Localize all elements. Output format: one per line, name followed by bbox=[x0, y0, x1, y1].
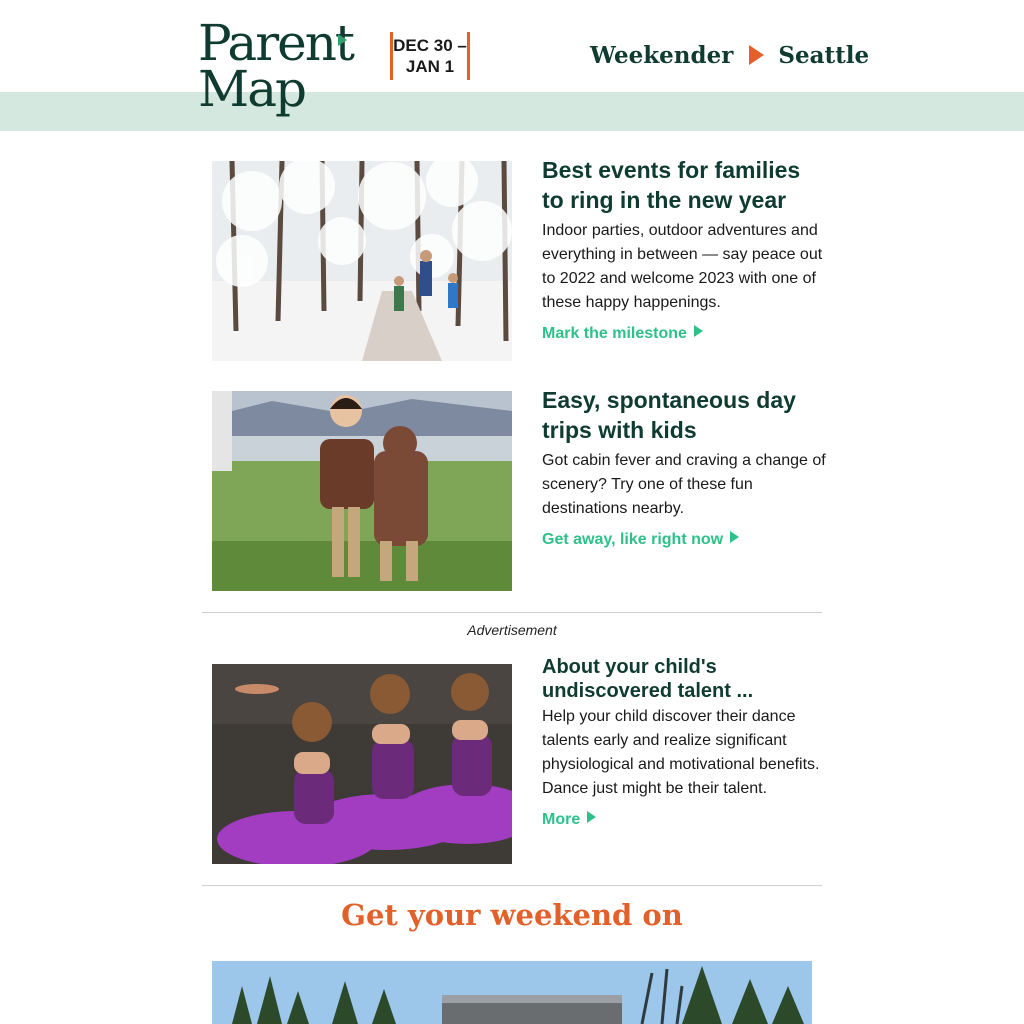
cta-label: Mark the milestone bbox=[542, 325, 687, 342]
article-content bbox=[542, 385, 827, 549]
header-band bbox=[0, 92, 1024, 131]
triangle-right-icon bbox=[694, 325, 703, 337]
ballet-dancers-image[interactable] bbox=[212, 664, 512, 864]
email-header bbox=[0, 0, 1024, 131]
article-description: Got cabin fever and craving a change of scenery? Try one of these fun destinations nearby. bbox=[542, 452, 826, 517]
article-title[interactable]: Best events for families to ring in the new year bbox=[542, 157, 801, 213]
kids-in-meadow-image[interactable] bbox=[212, 391, 512, 591]
cta-label: More bbox=[542, 811, 581, 828]
logo-line-2: Map bbox=[198, 60, 306, 118]
date-line-2: JAN 1 bbox=[405, 57, 455, 76]
newsletter-name: Weekender bbox=[590, 41, 734, 69]
logo-line-1: Parent bbox=[198, 14, 353, 72]
logo-arrow-icon bbox=[338, 34, 347, 46]
date-line-1: DEC 30 – bbox=[393, 36, 467, 55]
section-heading: Get your weekend on bbox=[341, 898, 683, 932]
issue-date bbox=[390, 32, 470, 80]
mark-the-milestone-link[interactable] bbox=[542, 325, 703, 343]
article-card bbox=[212, 155, 832, 365]
city-name: Seattle bbox=[778, 41, 870, 69]
article-title[interactable]: Easy, spontaneous day trips with kids bbox=[542, 387, 796, 443]
ad-title[interactable]: About your child's undiscovered talent ... bbox=[542, 656, 754, 702]
article-description: Indoor parties, outdoor adventures and everything in between — say peace out to 2022 and welcome 2023 with one of these happy happenings. bbox=[542, 222, 823, 311]
divider bbox=[202, 612, 822, 613]
advertisement-card bbox=[212, 655, 832, 865]
triangle-right-icon bbox=[730, 531, 739, 543]
ad-description: Help your child discover their dance talents early and realize significant physiological and motivational benefits. Dance just might be their talent. bbox=[542, 708, 820, 797]
snowy-forest-family-image[interactable] bbox=[212, 161, 512, 361]
ad-content bbox=[542, 655, 827, 829]
play-arrow-icon bbox=[749, 45, 764, 65]
advertisement-label: Advertisement bbox=[467, 622, 557, 638]
newsletter-title bbox=[590, 38, 869, 72]
divider bbox=[202, 885, 822, 886]
article-content bbox=[542, 155, 827, 343]
parentmap-logo[interactable] bbox=[198, 16, 358, 122]
cta-label: Get away, like right now bbox=[542, 531, 724, 548]
article-card bbox=[212, 385, 832, 595]
triangle-right-icon bbox=[587, 811, 596, 823]
get-away-link[interactable] bbox=[542, 531, 739, 549]
weekend-hero-image[interactable] bbox=[212, 961, 812, 1024]
more-link[interactable] bbox=[542, 811, 596, 829]
